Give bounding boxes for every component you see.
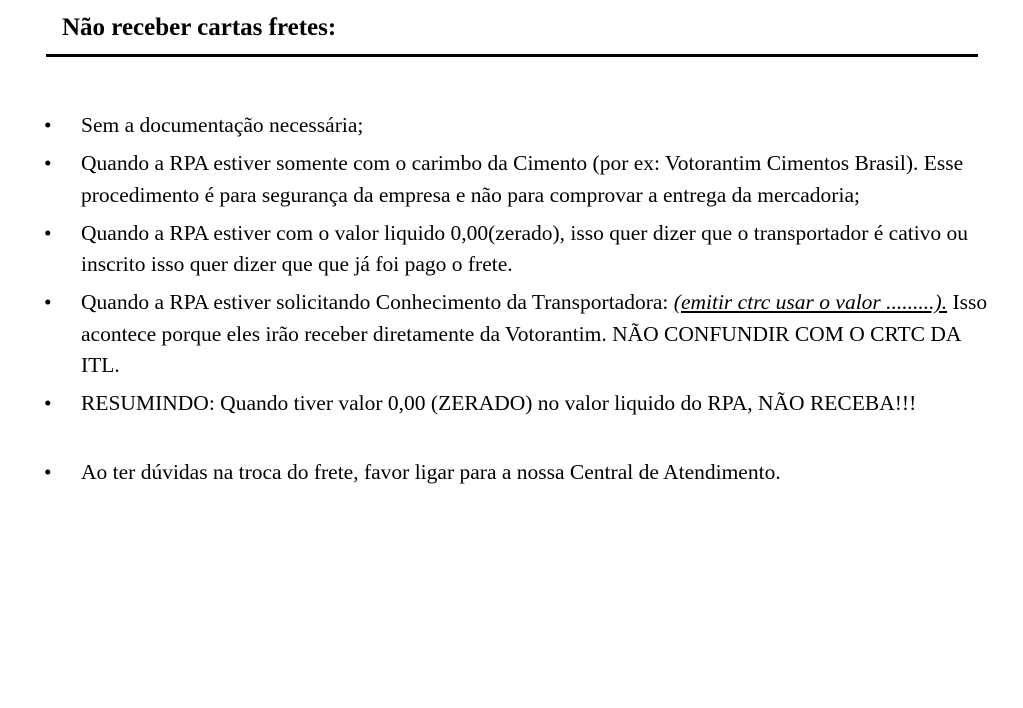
bullet-text: Sem a documentação necessária; — [81, 113, 364, 137]
bullet-text: RESUMINDO: Quando tiver valor 0,00 (ZERADO) no valor liquido do RPA, NÃO RECEBA!!! — [81, 391, 917, 415]
bullet-text-lead: Quando a RPA estiver solicitando Conhecimento da Transportadora: — [81, 290, 674, 314]
bullet-text-emphasis: (emitir ctrc usar o valor .........). — [673, 290, 948, 314]
bullet-item-no-documentation — [0, 110, 1000, 142]
bullet-marker: • — [44, 151, 52, 175]
bullet-text: Quando a RPA estiver somente com o carimbo da Cimento (por ex: Votorantim Cimentos Brasil). Esse procedimento é para segurança da empresa e não para comprovar a entrega da mercadoria; — [81, 151, 964, 207]
bullet-text-trail: Isso acontece porque eles irão receber diretamente da Votorantim. NÃO CONFUNDIR COM O CRTC DA ITL. — [81, 290, 988, 377]
bullet-marker: • — [44, 391, 52, 415]
bullet-marker: • — [44, 459, 52, 484]
title-divider — [46, 54, 978, 57]
bullet-marker: • — [44, 220, 52, 245]
bullet-text: Quando a RPA estiver com o valor liquido 0,00(zerado), isso quer dizer que o transportador é cativo ou inscrito isso quer dizer que que já foi pago o frete. — [81, 220, 969, 276]
bullet-text — [81, 287, 1000, 382]
bullet-marker: • — [44, 113, 52, 137]
bullet-item-summary — [0, 388, 1000, 420]
bullet-item-zero-value — [0, 218, 1000, 281]
bullet-text: Ao ter dúvidas na troca do frete, favor ligar para a nossa Central de Atendimento. — [81, 459, 781, 484]
bullet-item-cement-stamp — [0, 148, 1000, 211]
bullet-item-contact-center — [0, 457, 1000, 489]
bullet-marker: • — [44, 290, 52, 314]
bullet-item-carrier-knowledge — [0, 287, 1000, 382]
bullet-list — [0, 110, 1000, 495]
slide-title: Não receber cartas fretes: — [62, 14, 337, 41]
